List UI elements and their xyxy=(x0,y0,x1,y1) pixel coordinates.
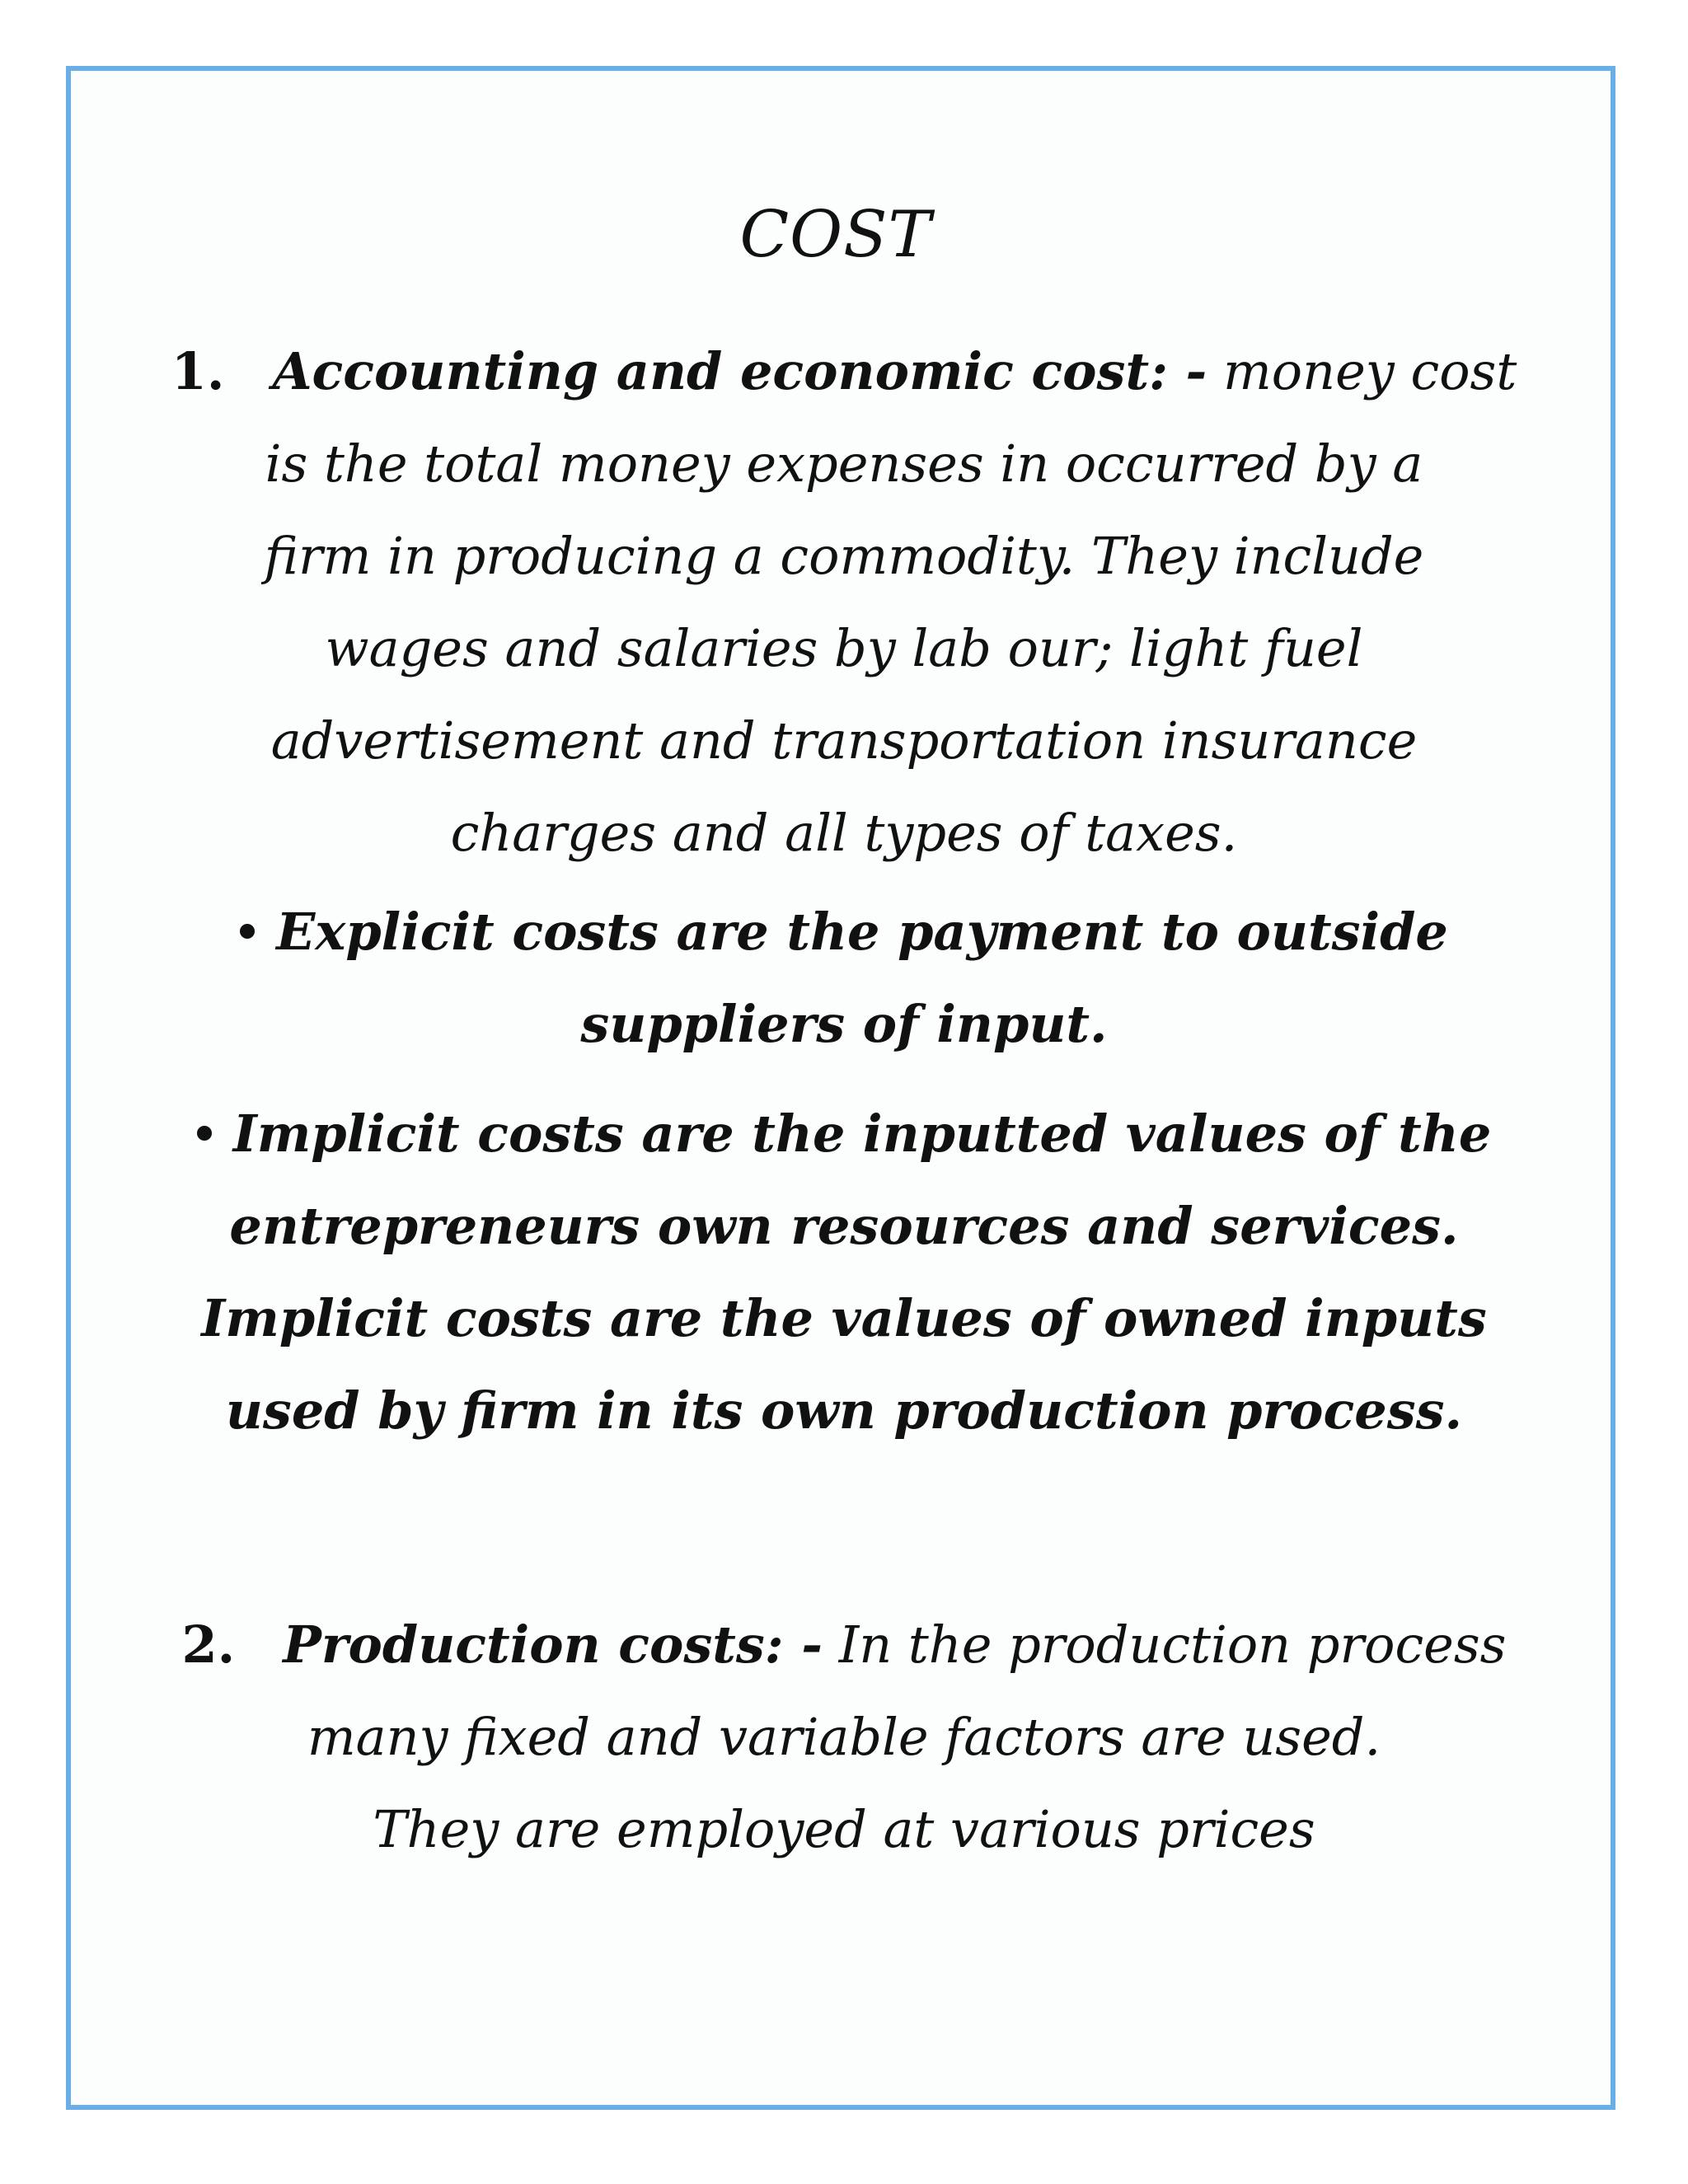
section-1-text: wages and salaries by lab our; light fuel xyxy=(325,618,1363,678)
section-2-text: In the production process xyxy=(838,1615,1507,1675)
bullet-2-text: entrepreneurs own resources and services. xyxy=(229,1196,1459,1256)
bullet-2-first-line xyxy=(0,1088,1688,1180)
section-2-number: 2. xyxy=(181,1615,236,1675)
page-title: COST xyxy=(739,198,932,272)
section-1-first-line xyxy=(0,326,1688,418)
section-production-costs xyxy=(0,1599,1688,1876)
bullet-1-text: Explicit costs are the payment to outside xyxy=(276,902,1448,962)
section-accounting-economic-cost xyxy=(0,326,1688,879)
section-1-text: charges and all types of taxes. xyxy=(450,803,1238,863)
section-1-number: 1. xyxy=(171,341,225,401)
bullet-1-text: suppliers of input. xyxy=(580,994,1108,1054)
bullet-dot-icon xyxy=(240,924,255,939)
section-2-text: They are employed at various prices xyxy=(373,1799,1315,1859)
section-1-text: is the total money expenses in occurred by a xyxy=(265,434,1423,494)
bullet-implicit-costs xyxy=(0,1088,1688,1457)
section-1-heading: Accounting and economic cost: - xyxy=(272,341,1207,401)
bullet-1-first-line xyxy=(0,886,1688,978)
bullet-2-text: Implicit costs are the inputted values of the xyxy=(232,1104,1492,1164)
bullet-2-text: Implicit costs are the values of owned inputs xyxy=(201,1288,1487,1348)
bullet-explicit-costs xyxy=(0,886,1688,1071)
section-2-heading: Production costs: - xyxy=(283,1615,823,1675)
section-2-text: many fixed and variable factors are used. xyxy=(307,1707,1381,1767)
section-1-text: money cost xyxy=(1223,341,1517,401)
bullet-2-text: used by firm in its own production process. xyxy=(225,1380,1463,1441)
section-1-text: firm in producing a commodity. They include xyxy=(264,526,1424,586)
section-1-text: advertisement and transportation insurance xyxy=(270,710,1418,771)
bullet-dot-icon xyxy=(197,1126,212,1141)
section-2-first-line xyxy=(0,1599,1688,1691)
